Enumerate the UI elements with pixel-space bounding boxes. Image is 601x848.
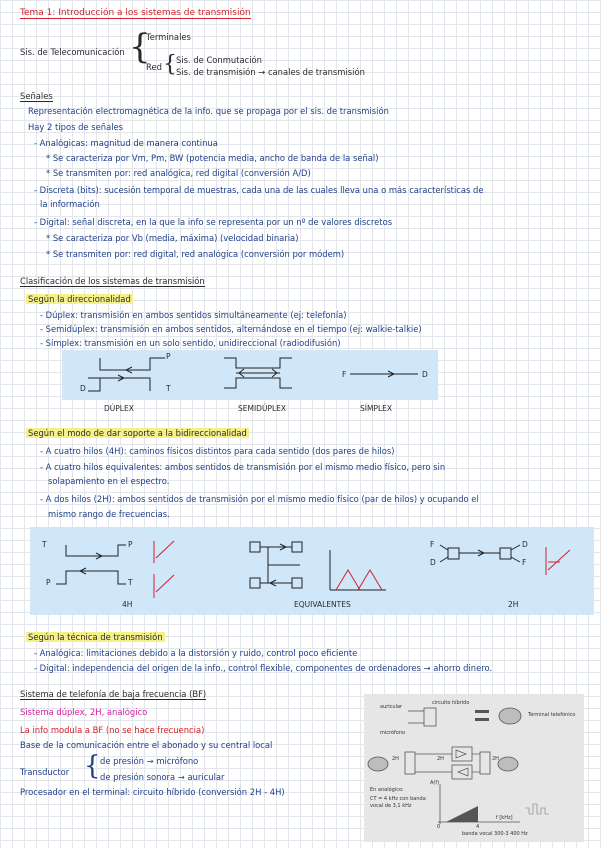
amplifier-box: [452, 747, 472, 761]
telephony-line: Procesador en el terminal: circuito híbrido (conversión 2H - 4H): [20, 787, 285, 797]
waveform-icon: [525, 804, 549, 814]
classification-heading: Clasificación de los sistemas de transmisión: [20, 276, 205, 286]
signals-line: la información: [40, 199, 100, 209]
port-letter: P: [46, 578, 51, 587]
port-letter: P: [166, 352, 171, 361]
port-letter: T: [166, 384, 171, 393]
telephony-heading: Sistema de telefonía de baja frecuencia (BF): [20, 689, 207, 699]
intro-terminals: Terminales: [146, 32, 191, 42]
figure-label: 4: [476, 824, 480, 830]
amplifier-icon: [458, 768, 468, 776]
voice-band: [446, 806, 478, 822]
port-letter: F: [430, 540, 435, 549]
signals-line: * Se caracteriza por Vm, Pm, BW (potencia media, ancho de banda de la señal): [46, 153, 379, 163]
figure-label: circuito híbrido: [432, 700, 470, 706]
signals-line: * Se transmiten por: red analógica, red digital (conversión A/D): [46, 168, 311, 178]
telephony-line: Base de la comunicación entre el abonado y su central local: [20, 740, 273, 750]
diagram-label-2h: 2H: [508, 600, 519, 609]
intro-red-label: Red: [146, 62, 162, 72]
intro-root-label: Sis. de Telecomunicación: [20, 47, 125, 57]
support-line: - A cuatro hilos (4H): caminos físicos distintos para cada sentido (dos pares de hilos): [40, 446, 395, 456]
signals-line: * Se caracteriza por Vb (media, máxima) (velocidad binaria): [46, 233, 299, 243]
diagram-label-equivalentes: EQUIVALENTES: [294, 600, 351, 609]
support-label: Según el modo de dar soporte a la bidireccionalidad: [28, 428, 247, 438]
page-title: Tema 1: Introducción a los sistemas de transmisión: [20, 8, 251, 18]
technique-line: - Analógica: limitaciones debido a la distorsión y ruido, control poco eficiente: [34, 648, 358, 658]
hybrid-circuit-box: [424, 708, 436, 726]
brace-icon: {: [163, 52, 177, 77]
support-line: - A cuatro hilos equivalentes: ambos sentidos de transmisión por el mismo medio físico, pero sin: [40, 462, 446, 472]
port-letter: F: [522, 558, 527, 567]
telephony-line: de presión sonora → auricular: [100, 772, 225, 782]
diagram-label-semiduplex: SEMIDÚPLEX: [238, 404, 287, 413]
direction-label: Según la direccionalidad: [28, 294, 131, 304]
telephony-line: Transductor: [20, 767, 70, 777]
signals-line: Hay 2 tipos de señales: [28, 122, 124, 132]
equals-icon: [475, 710, 489, 713]
figure-label: banda vocal 300-3 400 Hz: [462, 831, 528, 837]
figure-label: micrófono: [380, 730, 406, 736]
technique-line: - Digital: independencia del origen de la info., control flexible, componentes de ordenadores → ahorro dinero.: [34, 663, 493, 673]
support-line: - A dos hilos (2H): ambos sentidos de transmisión por el mismo medio físico (par de hilos) y ocupando el: [40, 494, 479, 504]
figure-label: CT = 4 kHz con banda: [370, 796, 426, 802]
figure-label: 2H: [437, 756, 444, 762]
diagram-label-duplex: DÚPLEX: [104, 404, 134, 413]
port-letter: F: [342, 370, 347, 379]
figure-label: 0: [437, 824, 441, 830]
port-letter: T: [42, 540, 47, 549]
intro-red-item: Sis. de Conmutación: [176, 55, 262, 65]
intro-red-item: Sis. de transmisión → canales de transmisión: [176, 67, 365, 77]
signals-line: - Analógicas: magnitud de manera continua: [34, 138, 218, 148]
telephony-red-line: La info modula a BF (no se hace frecuencia): [20, 725, 205, 735]
figure-label: 2H: [392, 756, 399, 762]
diagram-label-4h: 4H: [122, 600, 133, 609]
figure-label: 2H: [492, 756, 499, 762]
figure-label: f [kHz]: [496, 815, 513, 821]
signals-line: Representación electromagnética de la info. que se propaga por el sis. de transmisión: [28, 106, 389, 116]
figure-label: auricular: [380, 704, 403, 710]
figure-label: En analógico:: [370, 787, 404, 793]
telephone-icon: [498, 757, 518, 771]
port-letter: D: [522, 540, 528, 549]
amplifier-box: [452, 765, 472, 779]
port-letter: T: [128, 578, 133, 587]
port-letter: D: [422, 370, 428, 379]
figure-label: Terminal telefónico: [528, 712, 576, 718]
signals-line: * Se transmiten por: red digital, red analógica (conversión por módem): [46, 249, 345, 259]
telephone-icon: [368, 757, 388, 771]
support-line: solapamiento en el espectro.: [48, 476, 170, 486]
signals-heading: Señales: [20, 91, 53, 101]
figure-label: vocal de 3,1 kHz: [370, 803, 412, 809]
port-letter: D: [430, 558, 436, 567]
technique-label: Según la técnica de transmisión: [28, 632, 163, 642]
port-letter: P: [128, 540, 133, 549]
support-line: mismo rango de frecuencias.: [48, 509, 170, 519]
direction-line: - Símplex: transmisión en un solo sentido, unidireccional (radiodifusión): [40, 338, 341, 348]
amplifier-icon: [456, 750, 466, 758]
direction-line: - Semidúplex: transmisión en ambos sentidos, alternándose en el tiempo (ej: walkie-talkie): [40, 324, 422, 334]
brace-icon: {: [84, 751, 101, 781]
telephony-line: de presión → micrófono: [100, 756, 199, 766]
signals-line: - Digital: señal discreta, en la que la info se representa por un nº de valores discretos: [34, 217, 393, 227]
port-letter: D: [80, 384, 86, 393]
brace-icon: {: [129, 27, 151, 67]
direction-line: - Dúplex: transmisión en ambos sentidos simultáneamente (ej: telefonía): [40, 310, 347, 320]
telephone-icon: [499, 708, 521, 724]
telephony-pink-line: Sistema dúplex, 2H, analógico: [20, 707, 148, 717]
diagram-label-simplex: SÍMPLEX: [360, 404, 393, 413]
figure-label: A(f): [430, 780, 440, 786]
signals-line: - Discreta (bits): sucesión temporal de muestras, cada una de las cuales lleva una o más características de: [34, 185, 484, 195]
